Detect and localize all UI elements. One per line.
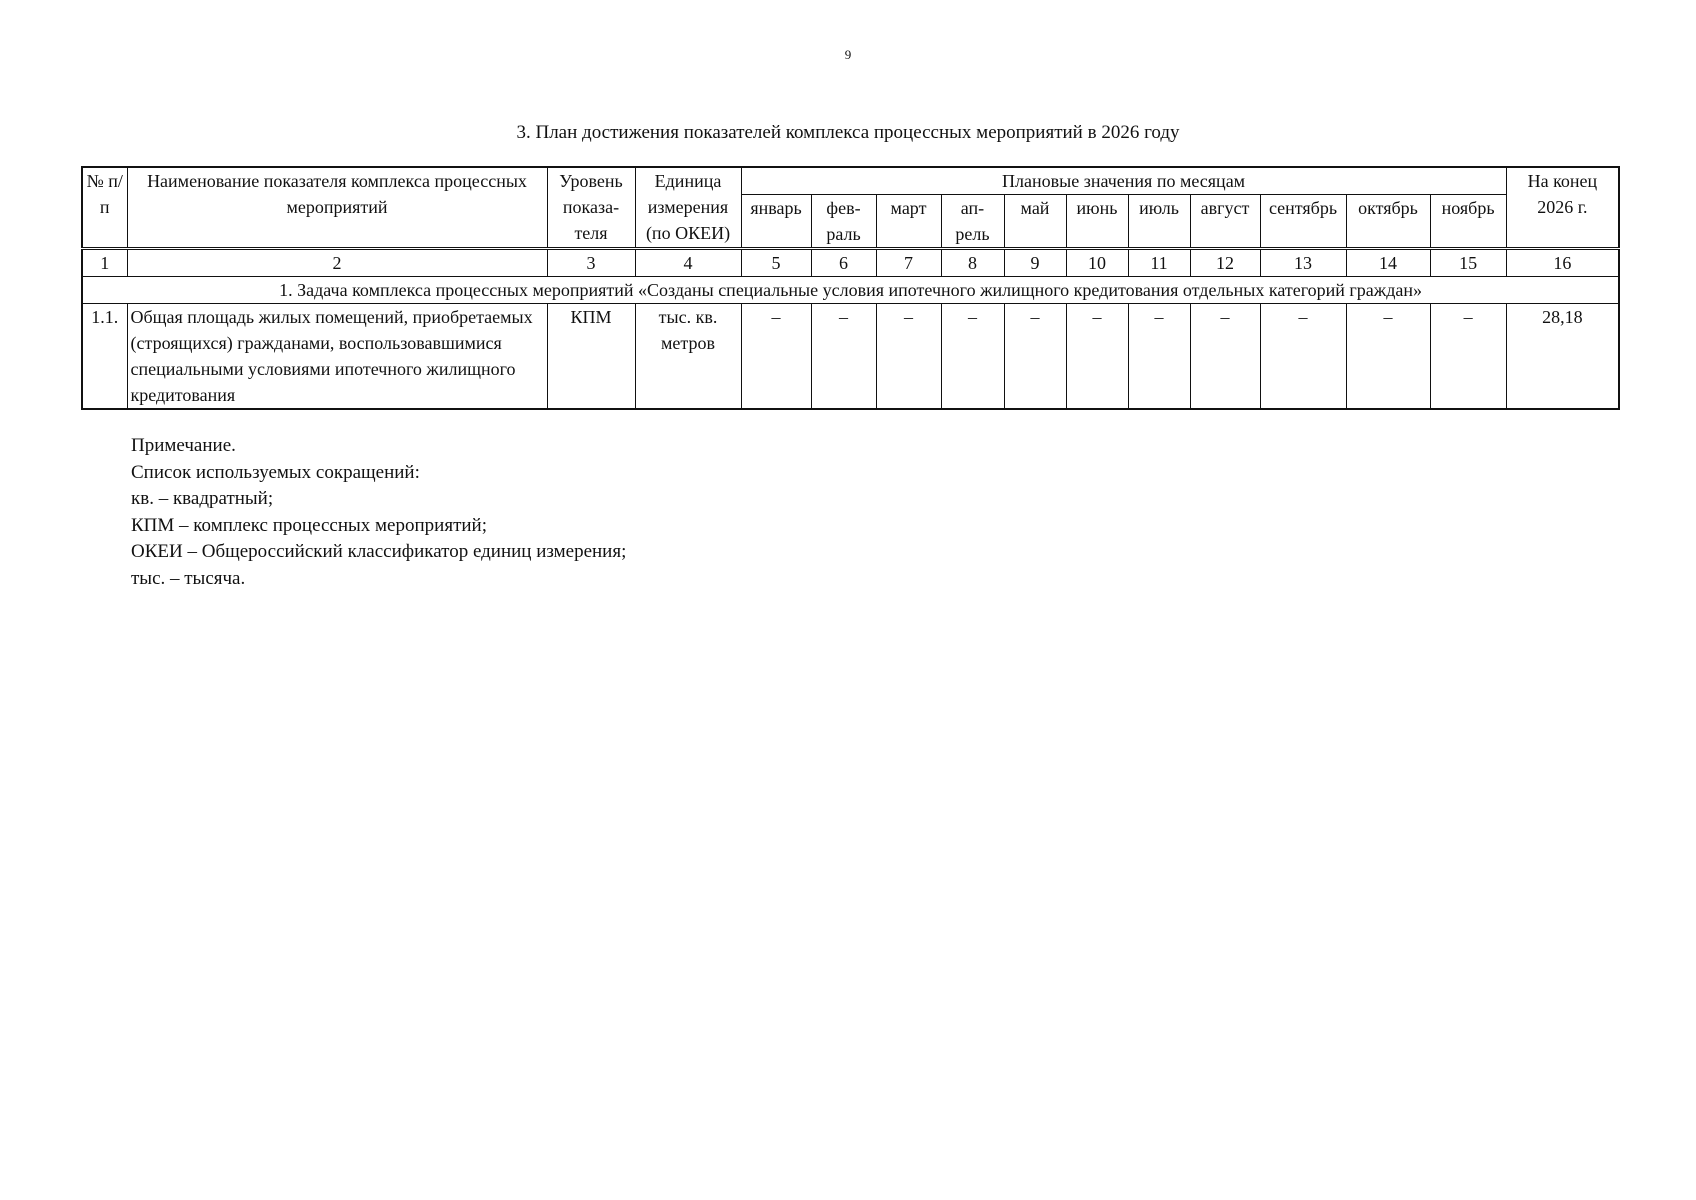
header-month: октябрь: [1346, 195, 1430, 249]
column-number: 4: [635, 249, 741, 277]
row-level: КПМ: [547, 304, 635, 410]
row-month-value: –: [1260, 304, 1346, 410]
column-number: 3: [547, 249, 635, 277]
header-month: ноябрь: [1430, 195, 1506, 249]
abbreviations-heading: Список используемых сокращений:: [131, 461, 420, 483]
column-number: 15: [1430, 249, 1506, 277]
row-month-value: –: [1066, 304, 1128, 410]
column-number: 10: [1066, 249, 1128, 277]
row-month-value: –: [1004, 304, 1066, 410]
header-month: фев-раль: [811, 195, 876, 249]
row-month-value: –: [1346, 304, 1430, 410]
column-number: 12: [1190, 249, 1260, 277]
header-month: январь: [741, 195, 811, 249]
header-month: август: [1190, 195, 1260, 249]
header-month: май: [1004, 195, 1066, 249]
row-month-value: –: [1128, 304, 1190, 410]
row-num: 1.1.: [82, 304, 127, 410]
abbreviation-item: КПМ – комплекс процессных мероприятий;: [131, 514, 487, 536]
header-month: сентябрь: [1260, 195, 1346, 249]
column-number: 14: [1346, 249, 1430, 277]
row-end-of-year-value: 28,18: [1506, 304, 1619, 410]
header-month: июнь: [1066, 195, 1128, 249]
header-plan-group: Плановые значения по месяцам: [741, 167, 1506, 195]
task-title: 1. Задача комплекса процессных мероприятий «Созданы специальные условия ипотечного жилищного кредитования отдельных категорий граждан»: [82, 277, 1619, 304]
notes-block: [131, 433, 626, 592]
page-number: 9: [844, 47, 852, 62]
header-name: Наименование показателя комплекса процессных мероприятий: [127, 167, 547, 249]
notes-heading: Примечание.: [131, 435, 236, 456]
header-month: март: [876, 195, 941, 249]
header-month: ап-рель: [941, 195, 1004, 249]
row-unit: тыс. кв. метров: [635, 304, 741, 410]
header-month: июль: [1128, 195, 1190, 249]
column-number: 6: [811, 249, 876, 277]
table-row: [82, 304, 1619, 410]
task-row: [82, 277, 1619, 304]
column-numbers-row: [82, 249, 1619, 277]
row-month-value: –: [941, 304, 1004, 410]
column-number: 9: [1004, 249, 1066, 277]
column-number: 2: [127, 249, 547, 277]
row-month-value: –: [741, 304, 811, 410]
column-number: 7: [876, 249, 941, 277]
abbreviation-item: ОКЕИ – Общероссийский классификатор единиц измерения;: [131, 541, 627, 562]
column-number: 11: [1128, 249, 1190, 277]
row-indicator-name: Общая площадь жилых помещений, приобретаемых (строящихся) гражданами, воспользовавшимися специальными условиями ипотечного жилищного кредитования: [127, 304, 547, 410]
abbreviation-item: кв. – квадратный;: [131, 488, 274, 509]
column-number: 5: [741, 249, 811, 277]
header-end-of-year: На конец 2026 г.: [1506, 167, 1619, 249]
abbreviation-item: тыс. – тысяча.: [131, 567, 246, 589]
header-num: № п/п: [82, 167, 127, 249]
row-month-value: –: [1430, 304, 1506, 410]
column-number: 16: [1506, 249, 1619, 277]
row-month-value: –: [876, 304, 941, 410]
indicator-plan-table: [81, 166, 1620, 410]
column-number: 8: [941, 249, 1004, 277]
column-number: 1: [82, 249, 127, 277]
header-unit: Единица измерения (по ОКЕИ): [635, 167, 741, 249]
column-number: 13: [1260, 249, 1346, 277]
row-month-value: –: [1190, 304, 1260, 410]
section-title: 3. План достижения показателей комплекса процессных мероприятий в 2026 году: [516, 122, 1180, 143]
header-level: Уровень показа-теля: [547, 167, 635, 249]
row-month-value: –: [811, 304, 876, 410]
header-row-1: [82, 167, 1619, 195]
